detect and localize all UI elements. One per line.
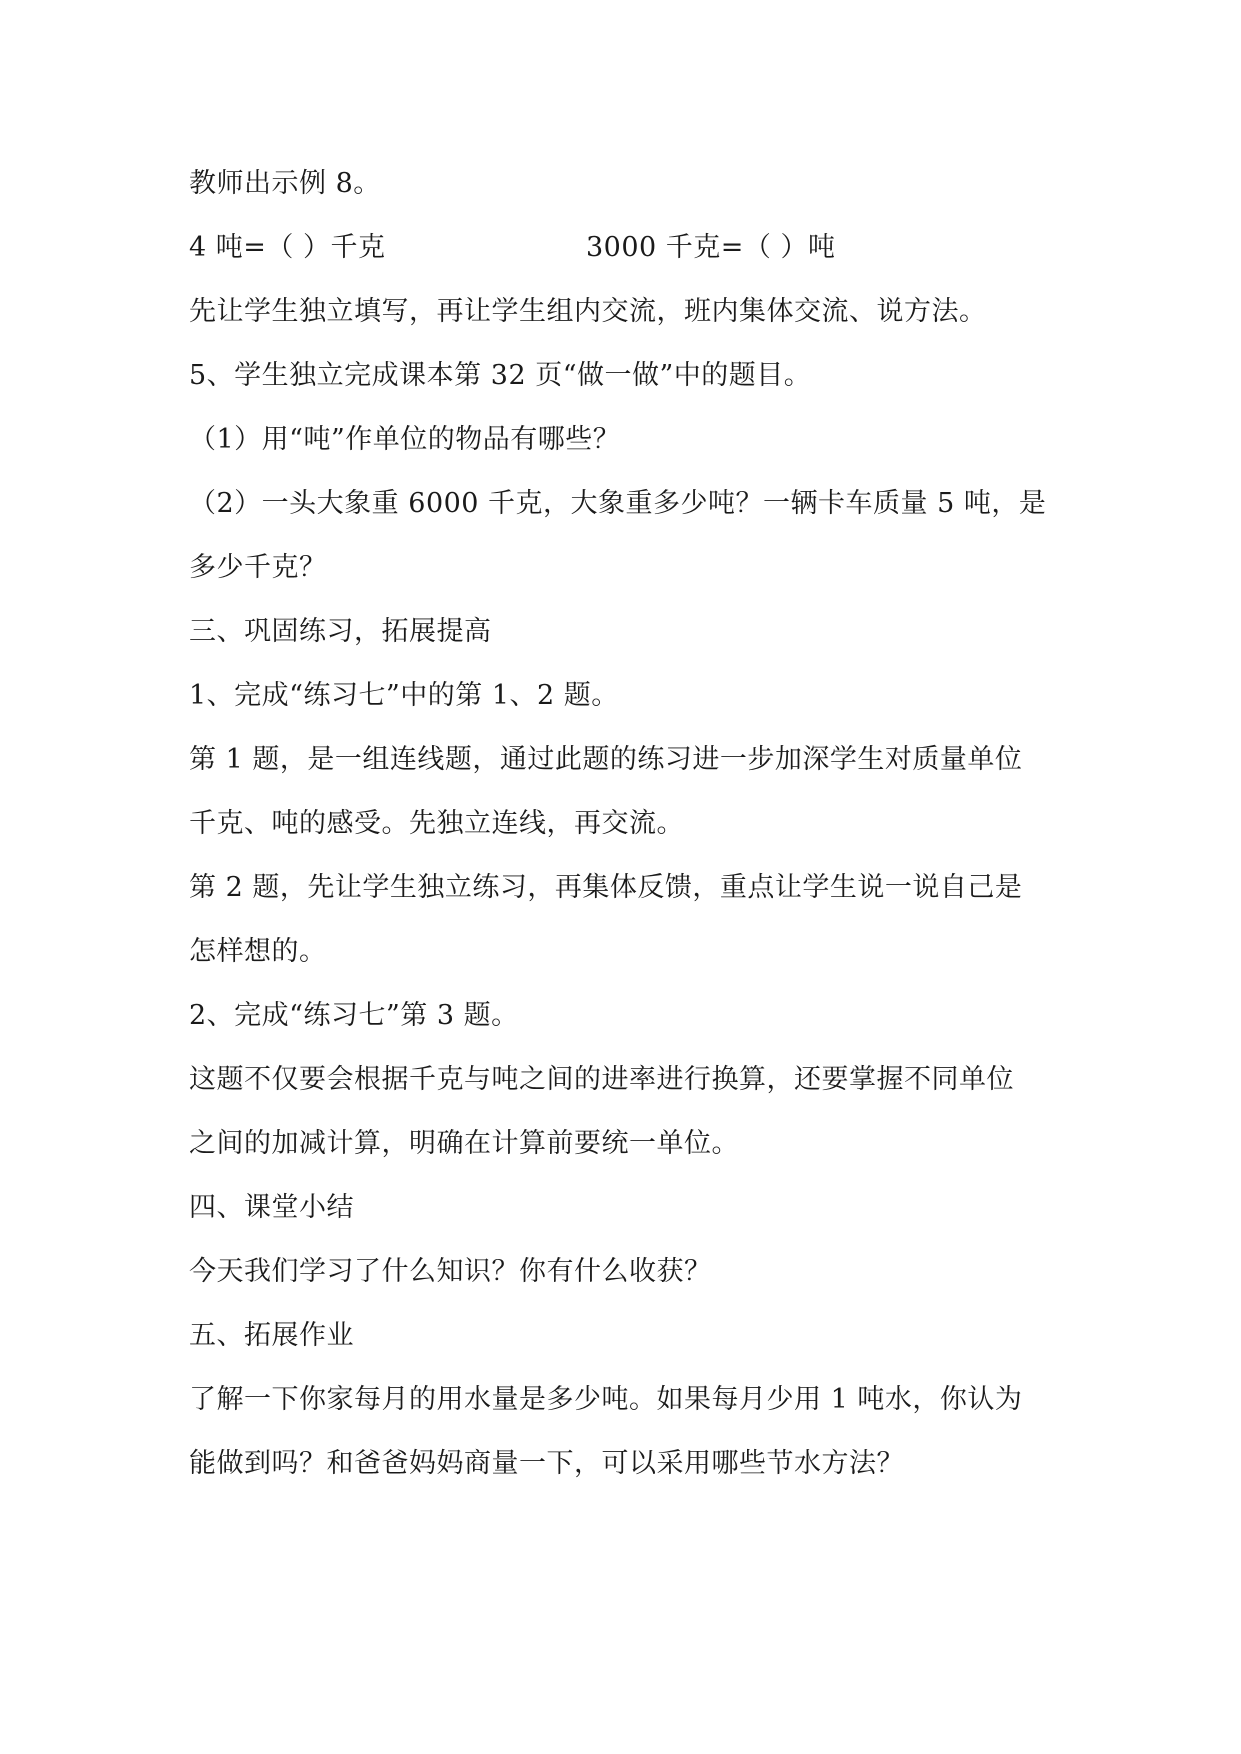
- section-heading: 四、课堂小结: [189, 1192, 354, 1223]
- list-item: 1、完成“练习七”中的第 1、2 题。: [189, 680, 619, 711]
- paragraph-line: 第 2 题，先让学生独立练习，再集体反馈，重点让学生说一说自己是: [189, 872, 1023, 903]
- paragraph-line: 怎样想的。: [189, 936, 327, 967]
- section-heading: 三、巩固练习，拓展提高: [189, 616, 492, 647]
- paragraph-line: 多少千克？: [189, 552, 327, 583]
- paragraph-line: 千克、吨的感受。先独立连线，再交流。: [189, 808, 684, 839]
- paragraph-line: 这题不仅要会根据千克与吨之间的进率进行换算，还要掌握不同单位: [189, 1064, 1014, 1095]
- paragraph-line: 先让学生独立填写，再让学生组内交流，班内集体交流、说方法。: [189, 296, 987, 327]
- list-item: 5、学生独立完成课本第 32 页“做一做”中的题目。: [189, 360, 812, 391]
- section-heading: 五、拓展作业: [189, 1320, 354, 1351]
- paragraph-line: 今天我们学习了什么知识？你有什么收获？: [189, 1256, 712, 1287]
- list-item: 2、完成“练习七”第 3 题。: [189, 1000, 519, 1031]
- equation-kg-to-tons: 3000 千克=（ ）吨: [586, 232, 836, 263]
- conversion-equations: [189, 230, 989, 266]
- equation-tons-to-kg: 4 吨=（ ）千克: [189, 232, 386, 263]
- paragraph-line: 能做到吗？和爸爸妈妈商量一下，可以采用哪些节水方法？: [189, 1448, 904, 1479]
- paragraph-line: 第 1 题，是一组连线题，通过此题的练习进一步加深学生对质量单位: [189, 744, 1023, 775]
- sub-item: （2）一头大象重 6000 千克，大象重多少吨？一辆卡车质量 5 吨，是: [189, 488, 1047, 519]
- paragraph-line: 了解一下你家每月的用水量是多少吨。如果每月少用 1 吨水，你认为: [189, 1384, 1023, 1415]
- sub-item: （1）用“吨”作单位的物品有哪些？: [189, 424, 621, 455]
- example-intro: 教师出示例 8。: [189, 168, 381, 199]
- paragraph-line: 之间的加减计算，明确在计算前要统一单位。: [189, 1128, 739, 1159]
